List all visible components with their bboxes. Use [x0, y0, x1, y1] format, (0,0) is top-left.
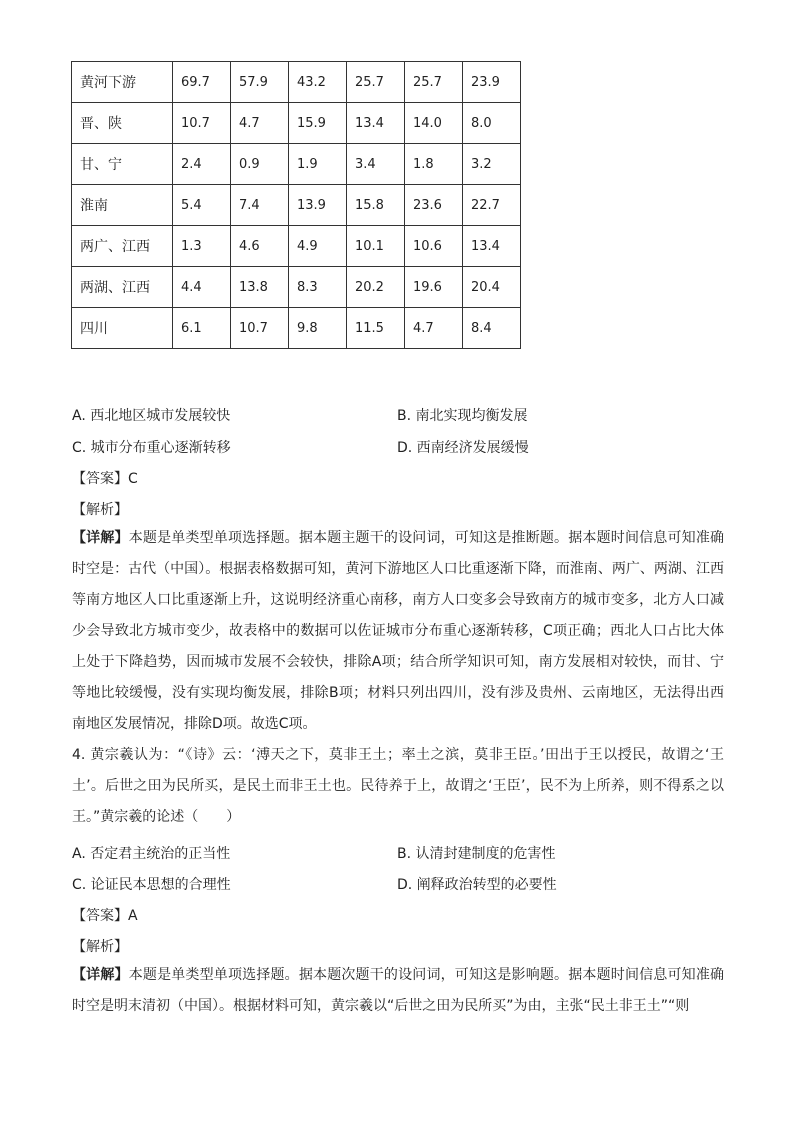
value-cell: 15.8	[347, 185, 405, 226]
population-table	[71, 61, 521, 349]
value-cell: 10.7	[231, 308, 289, 349]
region-cell: 两广、江西	[72, 226, 173, 267]
value-cell: 4.7	[231, 103, 289, 144]
table-row	[72, 267, 521, 308]
value-cell: 7.4	[231, 185, 289, 226]
value-cell: 1.9	[289, 144, 347, 185]
table-row	[72, 185, 521, 226]
value-cell: 4.7	[405, 308, 463, 349]
table-row	[72, 308, 521, 349]
q4-answer: 【答案】A	[72, 908, 138, 924]
value-cell: 22.7	[463, 185, 521, 226]
value-cell: 2.4	[173, 144, 231, 185]
value-cell: 69.7	[173, 62, 231, 103]
q3-option-b[interactable]: B. 南北实现均衡发展	[397, 408, 528, 424]
table-row	[72, 226, 521, 267]
value-cell: 1.8	[405, 144, 463, 185]
value-cell: 4.9	[289, 226, 347, 267]
value-cell: 25.7	[405, 62, 463, 103]
q4-option-c[interactable]: C. 论证民本思想的合理性	[72, 877, 231, 893]
q3-analysis-label: 【解析】	[72, 502, 128, 518]
region-cell: 甘、宁	[72, 144, 173, 185]
table-row	[72, 103, 521, 144]
value-cell: 43.2	[289, 62, 347, 103]
q3-option-c[interactable]: C. 城市分布重心逐渐转移	[72, 440, 231, 456]
value-cell: 9.8	[289, 308, 347, 349]
q3-detail-text: 本题是单类型单项选择题。据本题主题干的设问词，可知这是推断题。据本题时间信息可知准确时空是：古代（中国）。根据表格数据可知，黄河下游地区人口比重逐渐下降，而淮南、两广、两湖、江西等南方地区人口比重逐渐上升，这说明经济重心南移，南方人口变多会导致南方的城市变多，北方人口减少会导致北方城市变少，故表格中的数据可以佐证城市分布重心逐渐转移，C项正确；西北人口占比大体上处于下降趋势，因而城市发展不会较快，排除A项；结合所学知识可知，南方发展相对较快，而甘、宁等地比较缓慢，没有实现均衡发展，排除B项；材料只列出四川，没有涉及贵州、云南地区，无法得出西南地区发展情况，排除D项。故选C项。	[72, 530, 725, 732]
region-cell: 淮南	[72, 185, 173, 226]
q4-option-d[interactable]: D. 阐释政治转型的必要性	[397, 877, 557, 893]
value-cell: 23.9	[463, 62, 521, 103]
q4-option-a[interactable]: A. 否定君主统治的正当性	[72, 846, 231, 862]
q4-analysis-label: 【解析】	[72, 939, 128, 955]
value-cell: 4.6	[231, 226, 289, 267]
value-cell: 13.8	[231, 267, 289, 308]
q4-detail-paragraph	[72, 960, 724, 1022]
q3-answer: 【答案】C	[72, 471, 138, 487]
q3-option-d[interactable]: D. 西南经济发展缓慢	[397, 440, 529, 456]
value-cell: 25.7	[347, 62, 405, 103]
value-cell: 3.2	[463, 144, 521, 185]
value-cell: 57.9	[231, 62, 289, 103]
value-cell: 3.4	[347, 144, 405, 185]
value-cell: 0.9	[231, 144, 289, 185]
value-cell: 10.7	[173, 103, 231, 144]
value-cell: 8.3	[289, 267, 347, 308]
value-cell: 6.1	[173, 308, 231, 349]
q3-detail-paragraph	[72, 523, 724, 740]
value-cell: 20.4	[463, 267, 521, 308]
value-cell: 10.1	[347, 226, 405, 267]
q3-detail-tag: 【详解】	[72, 530, 129, 546]
value-cell: 13.4	[463, 226, 521, 267]
value-cell: 1.3	[173, 226, 231, 267]
q4-detail-text: 本题是单类型单项选择题。据本题次题干的设问词，可知这是影响题。据本题时间信息可知准确时空是明末清初（中国）。根据材料可知，黄宗羲以“后世之田为民所买”为由，主张“民土非王土”“则	[72, 967, 725, 1014]
value-cell: 15.9	[289, 103, 347, 144]
region-cell: 四川	[72, 308, 173, 349]
value-cell: 5.4	[173, 185, 231, 226]
value-cell: 13.9	[289, 185, 347, 226]
value-cell: 20.2	[347, 267, 405, 308]
q3-option-a[interactable]: A. 西北地区城市发展较快	[72, 408, 231, 424]
region-cell: 两湖、江西	[72, 267, 173, 308]
q4-detail-tag: 【详解】	[72, 967, 129, 983]
value-cell: 10.6	[405, 226, 463, 267]
value-cell: 14.0	[405, 103, 463, 144]
value-cell: 13.4	[347, 103, 405, 144]
value-cell: 4.4	[173, 267, 231, 308]
value-cell: 19.6	[405, 267, 463, 308]
table-row	[72, 62, 521, 103]
region-cell: 晋、陕	[72, 103, 173, 144]
value-cell: 8.4	[463, 308, 521, 349]
value-cell: 11.5	[347, 308, 405, 349]
table-row	[72, 144, 521, 185]
q4-option-b[interactable]: B. 认清封建制度的危害性	[397, 846, 556, 862]
value-cell: 23.6	[405, 185, 463, 226]
value-cell: 8.0	[463, 103, 521, 144]
q4-stem: 4. 黄宗羲认为：“《诗》云：‘溥天之下，莫非王土；率土之滨，莫非王臣。’田出于王以授民，故谓之‘王土’。后世之田为民所买，是民土而非王土也。民待养于上，故谓之‘王臣’，民不为上所养，则不得系之以王。”黄宗羲的论述（ ）	[72, 747, 724, 825]
region-cell: 黄河下游	[72, 62, 173, 103]
